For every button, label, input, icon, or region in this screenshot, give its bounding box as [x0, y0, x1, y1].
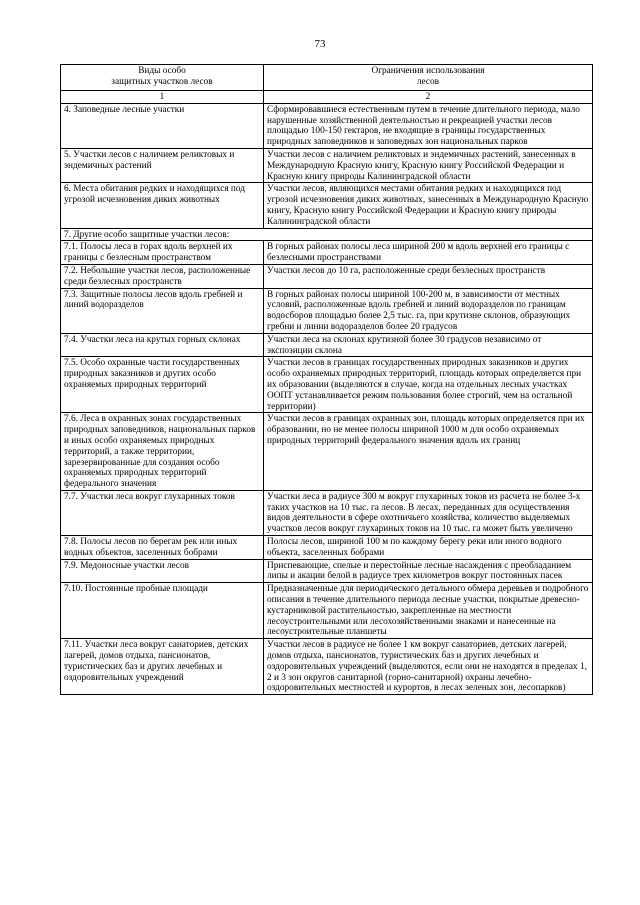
- table-row: [61, 536, 593, 560]
- area-type-cell: 7.6. Леса в охранных зонах государственных природных заповедников, национальных парков и иных особо охраняемых природных территорий, а также территории, зарезервированные для создания особо охраняемых природных территорий федерального значения: [61, 413, 264, 491]
- restriction-cell: Участки леса в радиусе 300 м вокруг глухариных токов из расчета не более 3-х таких участков на 10 тыс. га лесов. В лесах, переданных для осуществления видов деятельности в сфере охотничьего хозяйства, количество выделяемых участков лесов вокруг глухариных токов на 10 тыс. га может быть увеличено: [264, 490, 593, 535]
- restriction-cell: Участки леса на склонах крутизной более 30 градусов независимо от экспозиции склона: [264, 333, 593, 357]
- table-row: [61, 559, 593, 583]
- restriction-cell: Участки лесов в границах охранных зон, площадь которых определяется при их образовании, но не менее полосы шириной 1000 м для особо охраняемых природных территорий федерального значения вдоль их границ: [264, 413, 593, 491]
- area-type-cell: 7.9. Медоносные участки лесов: [61, 559, 264, 583]
- header-protected-area-types: [61, 65, 264, 91]
- area-type-cell: 6. Места обитания редких и находящихся под угрозой исчезновения диких животных: [61, 183, 264, 228]
- restriction-cell: Полосы лесов, шириной 100 м по каждому берегу реки или иного водного объекта, заселенных бобрами: [264, 536, 593, 560]
- table-row: [61, 183, 593, 228]
- table-body: [61, 103, 593, 694]
- header-col1-line1: Виды особо: [138, 66, 186, 76]
- area-type-cell: 7.3. Защитные полосы лесов вдоль гребней и линий водоразделов: [61, 288, 264, 333]
- page-number: 73: [314, 38, 326, 50]
- restriction-cell: Участки лесов в радиусе не более 1 км вокруг санаториев, детских лагерей, домов отдыха, пансионатов, туристических баз и других лечебных и оздоровительных учреждений (выделяются, если они не находятся в пределах 1, 2 и 3 зон округов санитарной (горно-санитарной) охраны лечебно-оздоровительных местностей и курортов, в лесах зеленых зон, лесопарков): [264, 639, 593, 695]
- restriction-cell: Приспевающие, спелые и перестойные лесные насаждения с преобладанием липы и акации белой в радиусе трех километров вокруг постоянных пасек: [264, 559, 593, 583]
- table-row: [61, 264, 593, 288]
- section-heading: 7. Другие особо защитные участки лесов:: [61, 228, 593, 241]
- area-type-cell: 7.7. Участки леса вокруг глухариных токов: [61, 490, 264, 535]
- area-type-cell: 7.5. Особо охранные части государственных природных заказников и других особо охраняемых природных территорий: [61, 357, 264, 413]
- restrictions-table: [60, 64, 593, 695]
- table-row: [61, 413, 593, 491]
- header-col2-line1: Ограничения использования: [371, 66, 485, 76]
- table-row: [61, 490, 593, 535]
- table-row: [61, 583, 593, 639]
- restriction-cell: В горных районах полосы леса шириной 200 м вдоль верхней его границы с безлесными пространствами: [264, 241, 593, 265]
- restriction-cell: Участки лесов, являющихся местами обитания редких и находящихся под угрозой исчезновения диких животных, занесенных в Международную Красную книгу, Красную книгу Российской Федерации и Красную книгу природы Калининградской области: [264, 183, 593, 228]
- table-header-row: [61, 65, 593, 91]
- table-row: [61, 357, 593, 413]
- restriction-cell: Предназначенные для периодического детального обмера деревьев и подробного описания в течение длительного периода лесные участки, покрытые древесно-кустарниковой растительностью, закрепленные на местности лесоустроительными или лесохозяйственными знаками и нанесенные на лесоустроительные планшеты: [264, 583, 593, 639]
- table-row: [61, 639, 593, 695]
- table-row: [61, 288, 593, 333]
- restriction-cell: Участки лесов до 10 га, расположенные среди безлесных пространств: [264, 264, 593, 288]
- area-type-cell: 7.4. Участки леса на крутых горных склонах: [61, 333, 264, 357]
- area-type-cell: 7.2. Небольшие участки лесов, расположенные среди безлесных пространств: [61, 264, 264, 288]
- column-number-1: 1: [61, 91, 264, 104]
- area-type-cell: 7.8. Полосы лесов по берегам рек или иных водных объектов, заселенных бобрами: [61, 536, 264, 560]
- restriction-cell: Участки лесов с наличием реликтовых и эндемичных растений, занесенных в Международную Красную книгу, Красную книгу Российской Федерации и Красную книгу природы Калининградской области: [264, 148, 593, 182]
- restriction-cell: Сформировавшиеся естественным путем в течение длительного периода, мало нарушенные хозяйственной деятельностью и рекреацией участки лесов площадью 100-150 гектаров, не входящие в границы государственных природных заповедников и заповедных зон национальных парков: [264, 103, 593, 148]
- area-type-cell: 7.1. Полосы леса в горах вдоль верхней их границы с безлесным пространством: [61, 241, 264, 265]
- restriction-cell: Участки лесов в границах государственных природных заказников и других особо охраняемых природных территорий, площадь которых определяется при их образовании (выделяются в случае, когда на отдельных лесных участках ООПТ устанавливается режим пользования более строгий, чем на остальной территории): [264, 357, 593, 413]
- area-type-cell: 4. Заповедные лесные участки: [61, 103, 264, 148]
- header-col2-line2: лесов: [416, 76, 440, 87]
- table-row: [61, 241, 593, 265]
- column-number-2: 2: [264, 91, 593, 104]
- table-section-row: [61, 228, 593, 241]
- table-row: [61, 148, 593, 182]
- restriction-cell: В горных районах полосы шириной 100-200 м, в зависимости от местных условий, расположенные вдоль гребней и линий водоразделов по границам водосборов площадью более 2,5 тыс. га, при крутизне склонов, образующих гребни и линии водоразделов более 20 градусов: [264, 288, 593, 333]
- area-type-cell: 7.11. Участки леса вокруг санаториев, детских лагерей, домов отдыха, пансионатов, туристических баз и других лечебных и оздоровительных учреждений: [61, 639, 264, 695]
- area-type-cell: 5. Участки лесов с наличием реликтовых и эндемичных растений: [61, 148, 264, 182]
- table-row: [61, 333, 593, 357]
- table-row: [61, 103, 593, 148]
- area-type-cell: 7.10. Постоянные пробные площади: [61, 583, 264, 639]
- column-number-row: [61, 91, 593, 104]
- header-usage-restrictions: [264, 65, 593, 91]
- header-col1-line2: защитных участков лесов: [111, 76, 213, 87]
